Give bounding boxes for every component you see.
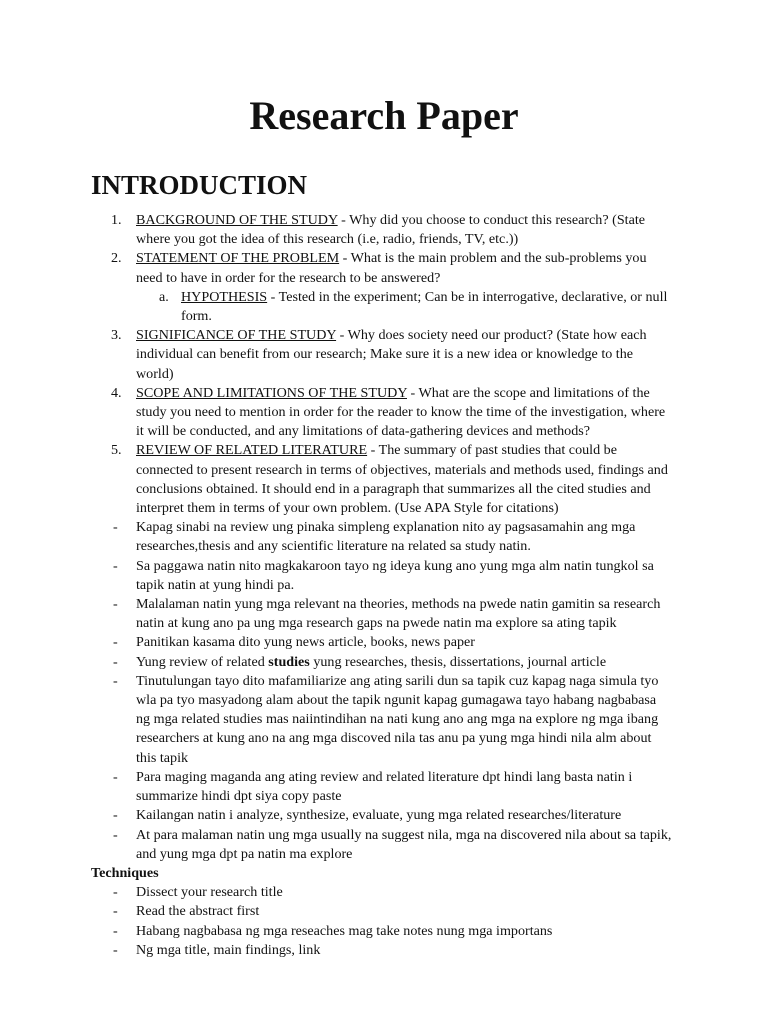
technique-item bbox=[0, 883, 673, 902]
item-text: - Why did you choose to conduct this research? (State where you got the idea of this research (i.e, radio, friends, TV, etc.)) bbox=[136, 212, 646, 248]
list-marker: 4. bbox=[111, 384, 122, 401]
item-term: REVIEW OF RELATED LITERATURE bbox=[136, 442, 368, 459]
bullet-text: At para malaman natin ung mga usually na suggest nila, mga na discovered nila about sa tapik, and yung mga dpt pa natin ma explore bbox=[136, 826, 672, 862]
bullet-text: Kapag sinabi na review ung pinaka simpleng explanation nito ay pagsasamahin ang mga researches,thesis and any scientific literature na related sa study natin. bbox=[136, 519, 636, 555]
list-item bbox=[0, 326, 673, 384]
bullet-text: Tinutulungan tayo dito mafamiliarize ang ating sarili dun sa tapik cuz kapag naga simula tyo wla pa tyo masyadong alam about the tapik ngunit kapag gumagawa tayo habang nagbabasa ng mga related studies mas naiintindihan na nati kung ano ang mga na explore ng mga ibang researchers at kung ano na ang mga discoved nila tas anu pa yung mga hindi nila alm about this tapik bbox=[136, 672, 659, 766]
bullet-item bbox=[0, 806, 673, 825]
bullet-text-after: yung researches, thesis, dissertations, journal article bbox=[309, 653, 607, 670]
bullet-dash: - bbox=[113, 826, 118, 843]
bullet-text-before: Yung review of related bbox=[136, 653, 269, 670]
technique-text: Dissect your research title bbox=[136, 884, 283, 901]
list-item bbox=[0, 211, 673, 249]
bullet-text: Panitikan kasama dito yung news article, books, news paper bbox=[136, 634, 475, 651]
list-item bbox=[0, 249, 673, 287]
list-item bbox=[0, 441, 673, 518]
list-marker: 2. bbox=[111, 250, 122, 267]
bullet-dash: - bbox=[113, 807, 118, 824]
list-marker: 3. bbox=[111, 327, 122, 344]
list-marker: 5. bbox=[111, 442, 122, 459]
list-marker: 1. bbox=[111, 212, 122, 228]
item-text: - Tested in the experiment; Can be in interrogative, declarative, or null form. bbox=[181, 288, 668, 325]
bullet-dash: - bbox=[113, 941, 118, 958]
bullet-item bbox=[0, 633, 673, 652]
bullet-item bbox=[0, 653, 673, 672]
bullet-text: Kailangan natin i analyze, synthesize, evaluate, yung mga related researches/literature bbox=[136, 807, 622, 824]
page-title: Research Paper bbox=[249, 93, 519, 138]
list-marker: a. bbox=[159, 288, 169, 305]
bullet-dash: - bbox=[113, 634, 118, 651]
bullet-text: Malalaman natin yung mga relevant na theories, methods na pwede natin gamitin sa research natin at kung ano pa ung mga research gaps na pwede natin ma explore sa ating tapik bbox=[136, 596, 661, 632]
technique-text: Habang nagbabasa ng mga reseaches mag take notes nung mga importans bbox=[136, 922, 553, 939]
technique-text: Ng mga title, main findings, link bbox=[136, 941, 321, 958]
bullet-dash: - bbox=[113, 884, 118, 901]
list-item bbox=[0, 384, 673, 442]
bullet-dash: - bbox=[113, 768, 118, 785]
bullet-dash: - bbox=[113, 519, 118, 536]
bullet-dash: - bbox=[113, 557, 118, 574]
bullet-item bbox=[0, 826, 673, 864]
bullet-dash: - bbox=[113, 922, 118, 939]
item-text: - What is the main problem and the sub-problems you need to have in order for the research to be answered? bbox=[136, 250, 647, 286]
technique-item bbox=[0, 922, 673, 941]
techniques-heading: Techniques bbox=[91, 864, 159, 881]
bullet-item bbox=[0, 672, 673, 768]
item-term: STATEMENT OF THE PROBLEM bbox=[136, 250, 340, 267]
technique-item bbox=[0, 941, 673, 960]
bullet-text: Para maging maganda ang ating review and related literature dpt hindi lang basta natin i summarize hindi dpt siya copy paste bbox=[136, 768, 633, 805]
item-text: - What are the scope and limitations of the study you need to mention in order for the reader to know the time of the investigation, where it will be conducted, and any limitations of data-gathering devices and methods? bbox=[136, 384, 666, 440]
section-heading: INTRODUCTION bbox=[91, 170, 308, 200]
bullet-dash: - bbox=[113, 672, 118, 689]
bullet-dash: - bbox=[113, 903, 118, 920]
item-term: SCOPE AND LIMITATIONS OF THE STUDY bbox=[136, 384, 407, 401]
item-term: HYPOTHESIS bbox=[181, 288, 268, 305]
bullet-item bbox=[0, 518, 673, 556]
technique-text: Read the abstract first bbox=[136, 903, 260, 920]
item-text: - The summary of past studies that could be connected to present research in terms of objectives, materials and methods used, findings and conclusions obtained. It should end in a paragraph that summarizes all the cited studies and interpret them in terms of your own problem. (Use APA Style for citations) bbox=[136, 442, 668, 517]
document-body bbox=[0, 211, 768, 960]
item-text: - Why does society need our product? (State how each individual can benefit from our research; Make sure it is a new idea or knowledge to the world) bbox=[136, 327, 647, 382]
item-term: SIGNIFICANCE OF THE STUDY bbox=[136, 327, 337, 344]
bullet-item bbox=[0, 595, 673, 633]
item-term: BACKGROUND OF THE STUDY bbox=[136, 212, 338, 228]
technique-item bbox=[0, 902, 673, 921]
bullet-bold-word: studies bbox=[268, 653, 310, 670]
bullet-dash: - bbox=[113, 596, 118, 613]
bullet-dash: - bbox=[113, 653, 118, 670]
list-item bbox=[0, 288, 673, 326]
bullet-item bbox=[0, 768, 673, 806]
bullet-item bbox=[0, 557, 673, 595]
bullet-text: Sa paggawa natin nito magkakaroon tayo ng ideya kung ano yung mga alm natin tungkol sa tapik natin at yung hindi pa. bbox=[136, 557, 654, 593]
